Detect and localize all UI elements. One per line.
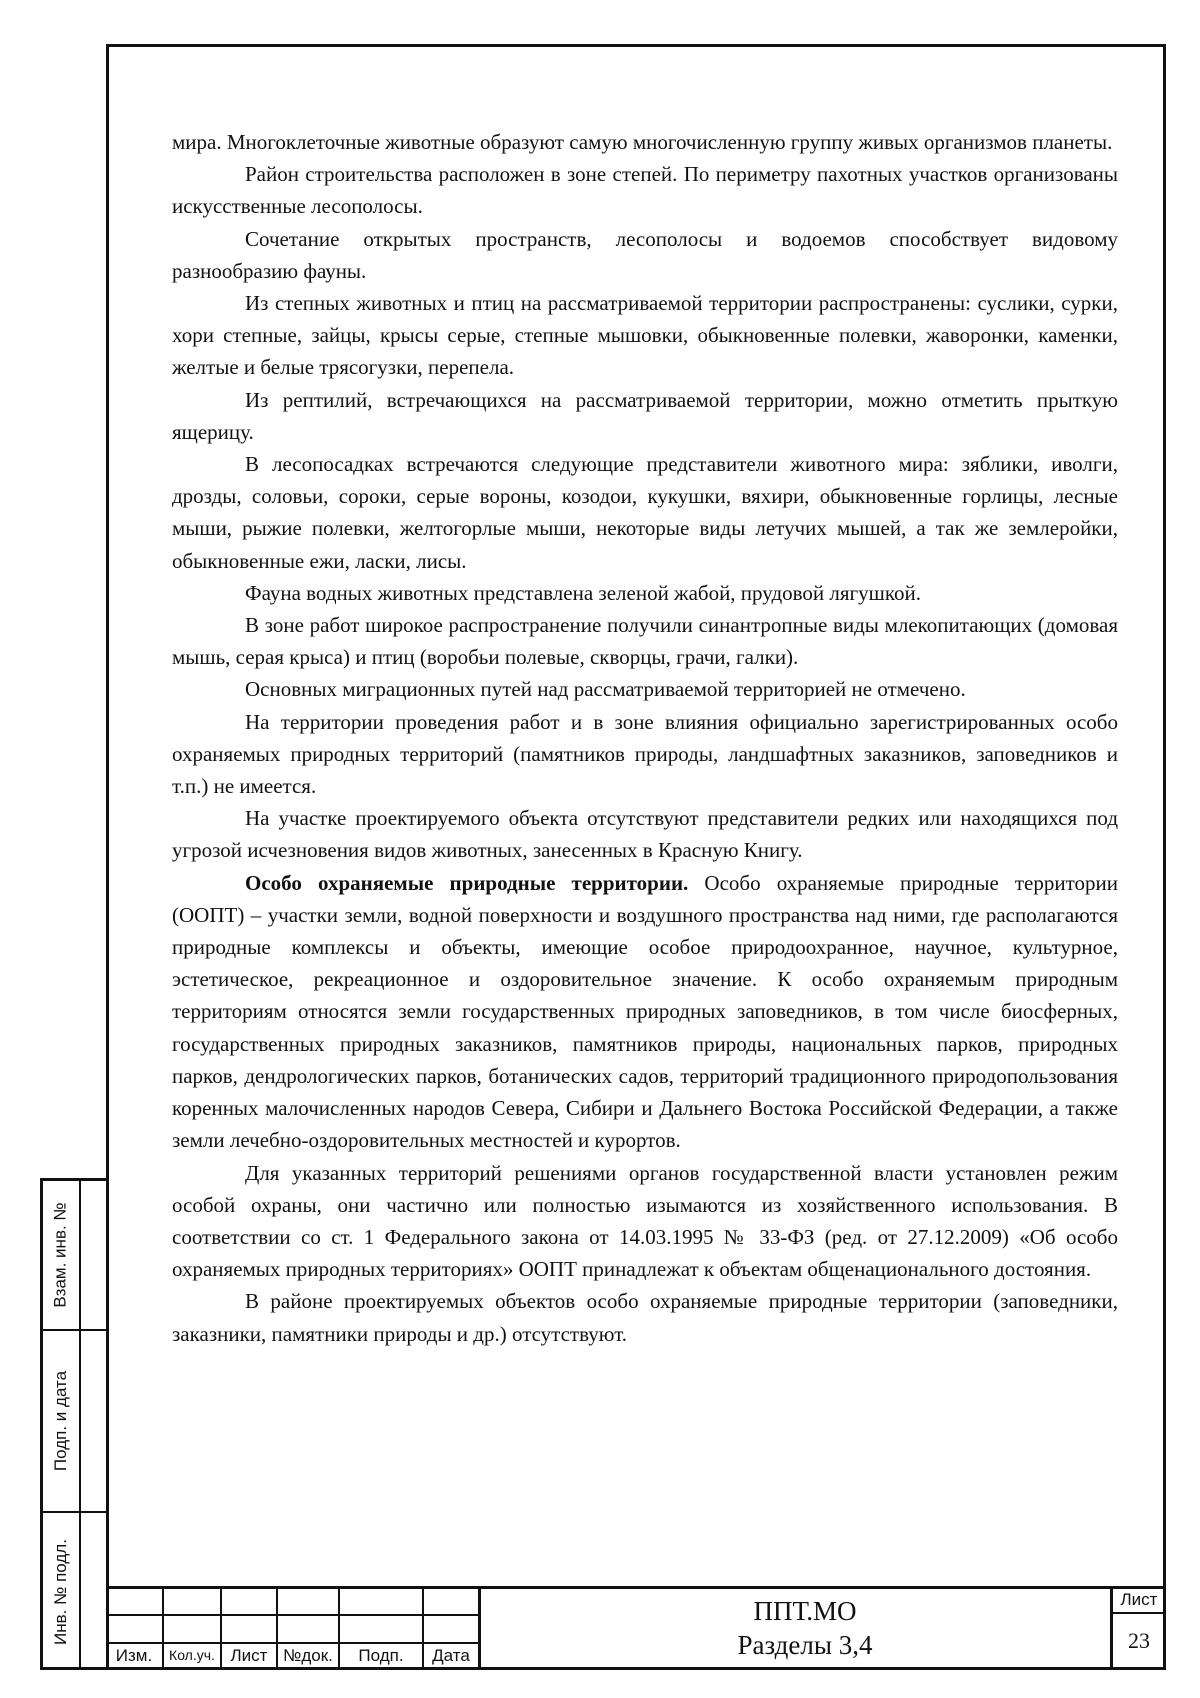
side-stamp [40, 1178, 106, 1670]
col-izm: Изм. [115, 1646, 153, 1665]
sheet-label: Лист [1120, 1590, 1158, 1609]
document-title: Разделы 3,4 [737, 1630, 873, 1660]
paragraph: На территории проведения работ и в зоне влияния официально зарегистрированных особо охраняемых природных территорий (памятников природы, ландшафтных заказников, заповедников и т.п.) не имеется. [172, 709, 1118, 799]
sheet-number: 23 [1128, 1628, 1150, 1653]
paragraph: На участке проектируемого объекта отсутствуют представители редких или находящихся под угрозой исчезновения видов животных, занесенных в Красную Книгу. [172, 806, 1118, 863]
paragraph: В районе проектируемых объектов особо охраняемые природные территории (заповедники, заказники, памятники природы и др.) отсутствуют. [172, 1289, 1118, 1346]
side-label-podp: Подп. и дата [51, 1370, 71, 1472]
side-label-inv: Инв. № подл. [51, 1538, 70, 1645]
col-podp: Подп. [358, 1646, 404, 1665]
col-data: Дата [432, 1646, 470, 1665]
paragraph: В зоне работ широкое распространение получили синантропные виды млекопитающих (домовая мышь, серая крыса) и птиц (воробьи полевые, скворцы, грачи, галки). [172, 613, 1118, 670]
paragraph: Фауна водных животных представлена зеленой жабой, прудовой лягушкой. [245, 580, 921, 605]
title-block [106, 1586, 1166, 1670]
col-kol-uch: Кол.уч. [169, 1647, 215, 1663]
paragraph: Из степных животных и птиц на рассматриваемой территории распространены: суслики, сурки, хори степные, зайцы, крысы серые, степные мышовки, обыкновенные полевки, жаворонки, каменки, желтые и белые трясогузки, перепела. [172, 291, 1118, 380]
divider [106, 1586, 1166, 1589]
paragraph: Из рептилий, встречающихся на рассматриваемой территории, можно отметить прыткую ящерицу. [172, 387, 1118, 444]
paragraph: В лесопосадках встречаются следующие представители животного мира: зяблики, иволги, дрозды, соловьи, сороки, серые вороны, козодои, кукушки, вяхири, обыкновенные горлицы, лесные мыши, рыжие полевки, желтогорлые мыши, некоторые виды летучих мышей, а так же землеройки, обыкновенные ежи, ласки, лисы. [172, 452, 1118, 573]
paragraph: Сочетание открытых пространств, лесополосы и водоемов способствует видовому разнообразию фауны. [172, 226, 1118, 283]
paragraph: мира. Многоклеточные животные образуют самую многочисленную группу живых организмов планеты. [172, 130, 1113, 154]
paragraph: Район строительства расположен в зоне степей. По периметру пахотных участков организованы искусственные лесополосы. [172, 162, 1118, 219]
document-code: ППТ.МО [753, 1596, 857, 1626]
paragraph-oopt [172, 867, 1118, 1157]
paragraph: Для указанных территорий решениями органов государственной власти установлен режим особой охраны, они частично или полностью изымаются из хозяйственного использования. В соответствии со ст. 1 Федерального закона от 14.03.1995 № 33-ФЗ (ред. от 27.12.2009) «Об особо охраняемых природных территориях» ООПТ принадлежат к объектам общенационального достояния. [172, 1160, 1118, 1282]
side-label-vzam: Взам. инв. № [51, 1202, 71, 1308]
col-ndok: №док. [283, 1646, 333, 1665]
bold-heading: Особо охраняемые природные территории. [245, 870, 689, 895]
paragraph-text: Особо охраняемые природные территории (ООПТ) – участки земли, водной поверхности и воздушного пространства над ними, где располагаются природные комплексы и объекты, имеющие особое природоохранное, научное, культурное, эстетическое, рекреационное и оздоровительное значение. К особо охраняемым природным территориям относятся земли государственных природных заповедников, в том числе биосферных, государственных природных заказников, памятников природы, национальных парков, природных парков, дендрологических парков, ботанических садов, территорий традиционного природопользования коренных малочисленных народов Севера, Сибири и Дальнего Востока Российской Федерации, а также земли лечебно-оздоровительных местностей и курортов. [172, 870, 1118, 1153]
col-list: Лист [230, 1646, 268, 1665]
document-body [172, 126, 1118, 1350]
paragraph: Основных миграционных путей над рассматриваемой территорией не отмечено. [245, 677, 966, 702]
